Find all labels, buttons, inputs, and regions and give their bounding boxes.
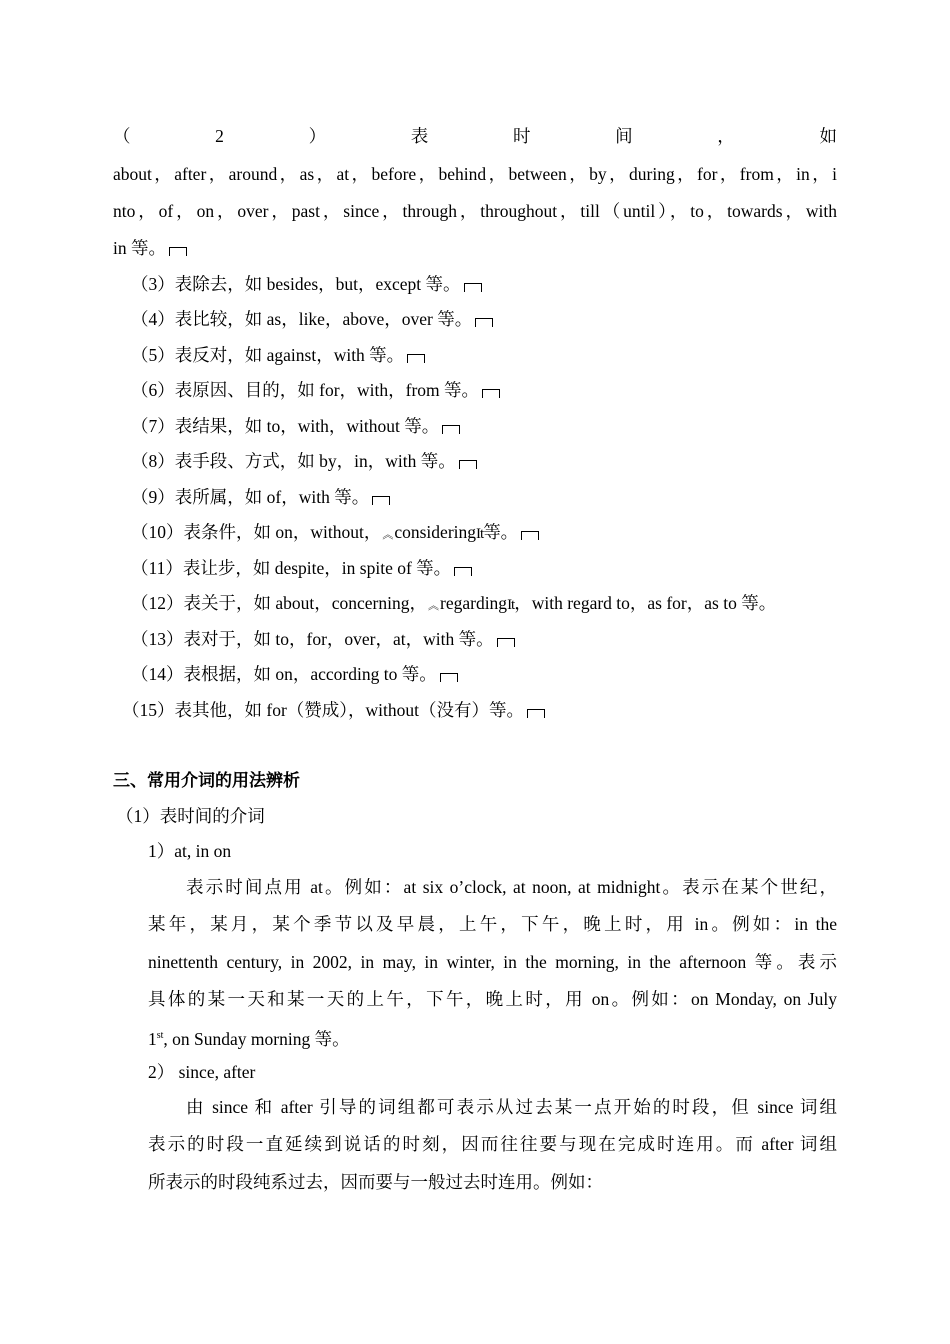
paragraph-mark-icon	[440, 673, 458, 682]
superscript: st	[156, 1030, 164, 1041]
paragraph-1-line-3: ninettenth century, in 2002, in may, in winter, in the morning, in the afternoon 等。表示	[148, 952, 837, 972]
item-heading-1: 1）at, in on	[148, 841, 232, 861]
line-15	[122, 698, 545, 722]
text: （9）表所属，如 of，with 等。	[131, 487, 370, 507]
text: （3）表除去，如 besides，but，except 等。	[131, 274, 461, 294]
text: 等。	[483, 522, 519, 542]
text: （15）表其他，如 for（赞成），without（没有）等。	[122, 700, 525, 720]
paragraph-mark-icon	[454, 567, 472, 576]
paragraph-mark-icon	[497, 638, 515, 647]
text: 间	[615, 126, 633, 146]
text: （11）表让步，如 despite，in spite of 等。	[131, 558, 452, 578]
text: （4）表比较，如 as，like，above，over 等。	[131, 309, 473, 329]
paragraph-mark-icon	[521, 531, 539, 540]
text: ，with regard to，as for，as to 等。	[514, 593, 777, 613]
paragraph-mark-icon	[464, 283, 482, 292]
paragraph-mark-icon	[442, 425, 460, 434]
text: （14）表根据，如 on，according to 等。	[131, 664, 437, 684]
paragraph-2-line-3: 所表示的时段纯系过去，因而要与一般过去时连用。例如：	[148, 1172, 603, 1192]
line-8	[131, 449, 477, 473]
text: 表	[410, 126, 429, 146]
paragraph-mark-icon	[372, 496, 390, 505]
text: （6）表原因、目的，如 for，with，from 等。	[131, 380, 480, 400]
paragraph-2-line-1: 由 since 和 after 引导的词组都可表示从过去某一点开始的时段，但 since 词组	[186, 1097, 837, 1117]
edit-mark-icon: ︽	[428, 600, 439, 612]
line-time-list-1: about，after，around，as，at，before，behind，between，by，during，for，from，in，i	[113, 164, 837, 184]
paragraph-1-line-1: 表示时间点用 at。例如：at six o’clock, at noon, at midnight。表示在某个世纪，	[186, 877, 837, 897]
line-13	[131, 627, 515, 651]
text: （12）表关于，如 about，concerning，	[131, 593, 427, 613]
line-3	[131, 272, 482, 296]
line-9	[131, 485, 390, 509]
line-time-heading	[113, 124, 837, 148]
paragraph-mark-icon	[527, 709, 545, 718]
text: 时	[512, 126, 531, 146]
edit-mark-icon: ︽	[382, 529, 394, 541]
paragraph-mark-icon	[169, 247, 187, 256]
text: 2	[215, 126, 224, 146]
text: （10）表条件，如 on，without，	[131, 522, 382, 542]
section-heading: 三、常用介词的用法辨析	[113, 771, 300, 791]
line-7	[131, 414, 460, 438]
text: in 等。	[113, 238, 166, 258]
text: ，	[717, 126, 735, 146]
line-time-list-2: nto，of，on，over，past，since，through，throughout，till（until），to，towards，with	[113, 201, 837, 221]
text: （13）表对于，如 to，for，over，at，with 等。	[131, 629, 494, 649]
text: （	[113, 126, 131, 146]
text: , on Sunday morning 等。	[163, 1028, 350, 1049]
paragraph-mark-icon	[459, 460, 477, 469]
paragraph-mark-icon	[475, 318, 493, 327]
line-14	[131, 662, 458, 686]
line-5	[131, 343, 425, 367]
text: （5）表反对，如 against，with 等。	[131, 345, 405, 365]
paragraph-1-line-2: 某年，某月，某个季节以及早晨，上午，下午，晚上时，用 in。例如：in the	[148, 914, 837, 934]
line-time-list-3	[113, 236, 187, 260]
paragraph-2-line-2: 表示的时段一直延续到说话的时刻，因而往往要与现在完成时连用。而 after 词组	[148, 1134, 837, 1154]
paragraph-1-line-5	[148, 1024, 350, 1051]
text: considering	[394, 522, 477, 542]
subsection-heading: （1）表时间的介词	[116, 806, 265, 826]
paragraph-1-line-4: 具体的某一天和某一天的上午，下午，晚上时，用 on。例如：on Monday, on July	[148, 989, 837, 1009]
line-4	[131, 307, 493, 331]
paragraph-mark-icon	[407, 354, 425, 363]
text: （7）表结果，如 to，with，without 等。	[131, 416, 440, 436]
text: 如	[819, 126, 837, 146]
line-12	[131, 591, 776, 618]
paragraph-mark-icon	[482, 389, 500, 398]
line-6	[131, 378, 500, 402]
edit-mark-icon: It	[476, 526, 484, 542]
text: （8）表手段、方式，如 by，in，with 等。	[131, 451, 456, 471]
item-heading-2: 2） since, after	[148, 1062, 256, 1082]
text: 1	[148, 1028, 157, 1049]
line-11	[131, 556, 472, 580]
line-10	[131, 520, 539, 547]
edit-mark-icon: It	[507, 597, 515, 613]
text: regarding	[440, 593, 508, 613]
text: ）	[308, 126, 327, 146]
